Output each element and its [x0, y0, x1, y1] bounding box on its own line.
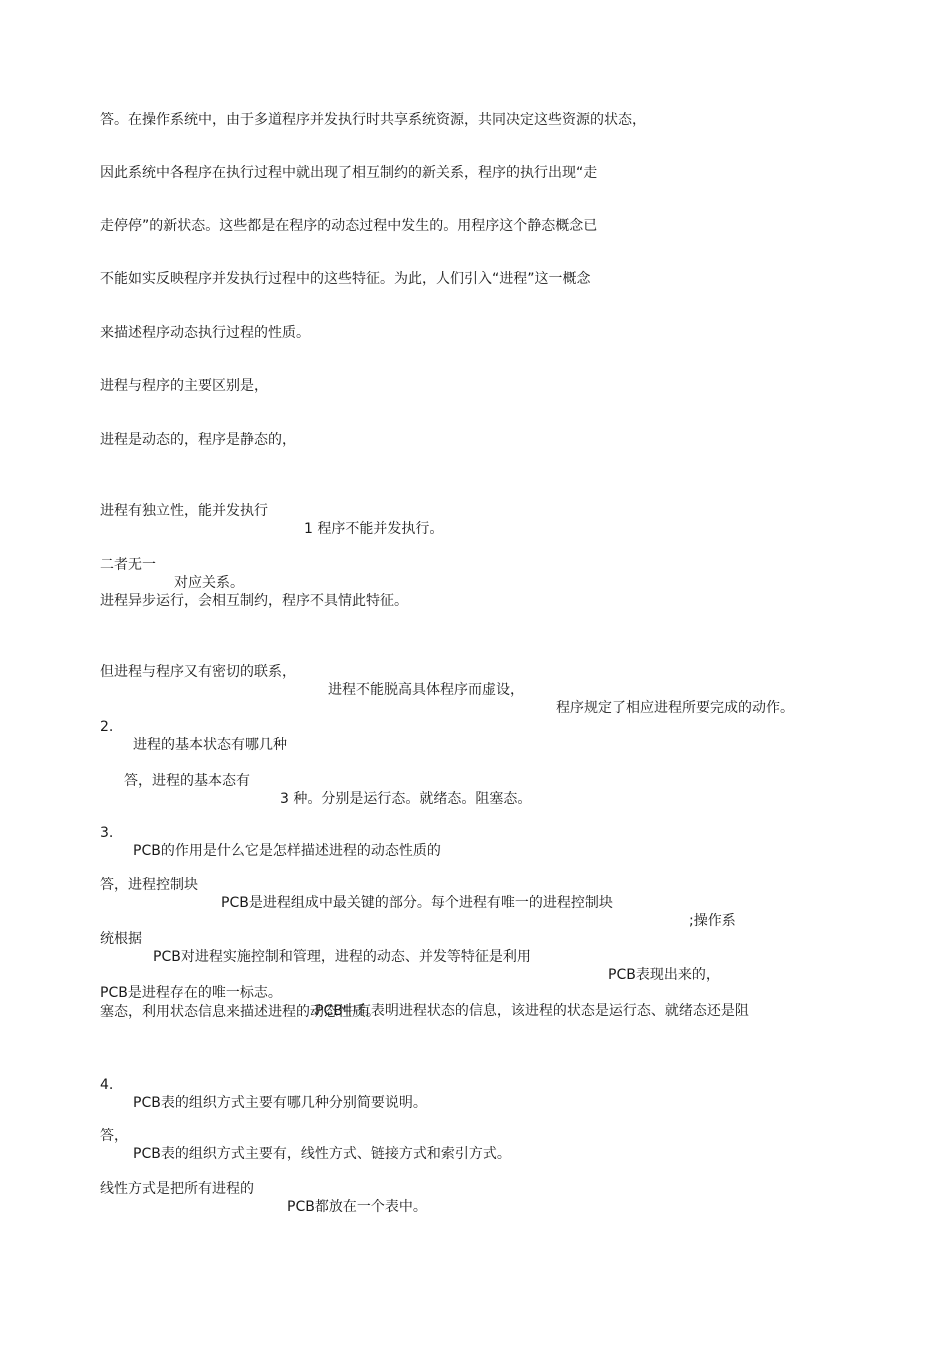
text-line — [100, 164, 597, 182]
text-segment: PCB表的组织方式主要有，线性方式、链接方式和索引方式。 — [133, 1146, 511, 1162]
text-segment: 对应关系。 — [174, 575, 244, 591]
text-segment: 不能如实反映程序并发执行过程中的这些特征。为此，人们引入“进程”这一概念 — [100, 271, 591, 287]
text-segment: ;操作系 — [689, 913, 736, 929]
text-segment: 进程异步运行，会相互制约，程序不具情此特征。 — [100, 593, 408, 609]
text-segment: 进程有独立性，能并发执行 — [100, 503, 268, 519]
text-line — [100, 431, 296, 449]
text-segment: 走停停”的新状态。这些都是在程序的动态过程中发生的。用程序这个静态概念已 — [100, 218, 598, 234]
text-segment: 因此系统中各程序在执行过程中就出现了相互制约的新关系，程序的执行出现“走 — [100, 165, 598, 181]
text-segment: 进程与程序的主要区别是， — [100, 378, 268, 394]
text-segment: 塞态，利用状态信息来描述进程的动态性质。 — [100, 1004, 380, 1020]
text-line — [100, 217, 597, 235]
text-segment: PCB是进程存在的唯一标志。 — [100, 985, 282, 1001]
question-heading: PCB的作用是什么它是怎样描述进程的动态性质的 — [133, 843, 441, 859]
text-segment: 进程是动态的，程序是静态的， — [100, 432, 296, 448]
list-number: 3. — [100, 825, 114, 841]
text-line — [100, 111, 646, 129]
text-segment: PCB对进程实施控制和管理，进程的动态、并发等特征是利用 — [153, 949, 531, 965]
text-line — [100, 270, 591, 288]
text-segment: PCB是进程组成中最关键的部分。每个进程有唯一的进程控制块 — [221, 895, 613, 911]
text-segment: 1 程序不能并发执行。 — [304, 521, 444, 537]
text-segment: 程序规定了相应进程所要完成的动作。 — [556, 700, 794, 716]
text-line — [100, 377, 268, 395]
text-segment: PCB表现出来的， — [608, 967, 720, 983]
text-segment: 答，进程控制块 — [100, 877, 198, 893]
text-segment: PCB中有表明进程状态的信息，该进程的状态是运行态、就绪态还是阻 — [315, 1003, 749, 1019]
text-segment: 但进程与程序又有密切的联系， — [100, 664, 296, 680]
text-segment: 二者无一 — [100, 557, 156, 573]
list-number: 2. — [100, 719, 114, 735]
text-segment: PCB都放在一个表中。 — [287, 1199, 427, 1215]
question-heading: PCB表的组织方式主要有哪几种分别简要说明。 — [133, 1095, 427, 1111]
text-line — [100, 592, 408, 610]
text-segment: 线性方式是把所有进程的 — [100, 1181, 254, 1197]
text-segment: 答，进程的基本态有 — [124, 773, 250, 789]
text-segment: 来描述程序动态执行过程的性质。 — [100, 325, 310, 341]
text-line — [100, 1162, 427, 1234]
question-heading: 进程的基本状态有哪几种 — [133, 737, 287, 753]
text-segment: 3 种。分别是运行态。就绪态。阻塞态。 — [280, 791, 532, 807]
text-segment: 统根据 — [100, 931, 142, 947]
text-segment: 进程不能脱高具体程序而虚设， — [328, 682, 524, 698]
text-segment: 答。在操作系统中，由于多道程序并发执行时共享系统资源，共同决定这些资源的状态， — [100, 112, 646, 128]
text-segment: 答， — [100, 1128, 128, 1144]
text-line — [100, 324, 310, 342]
list-number: 4. — [100, 1077, 114, 1093]
text-line — [100, 1003, 380, 1021]
